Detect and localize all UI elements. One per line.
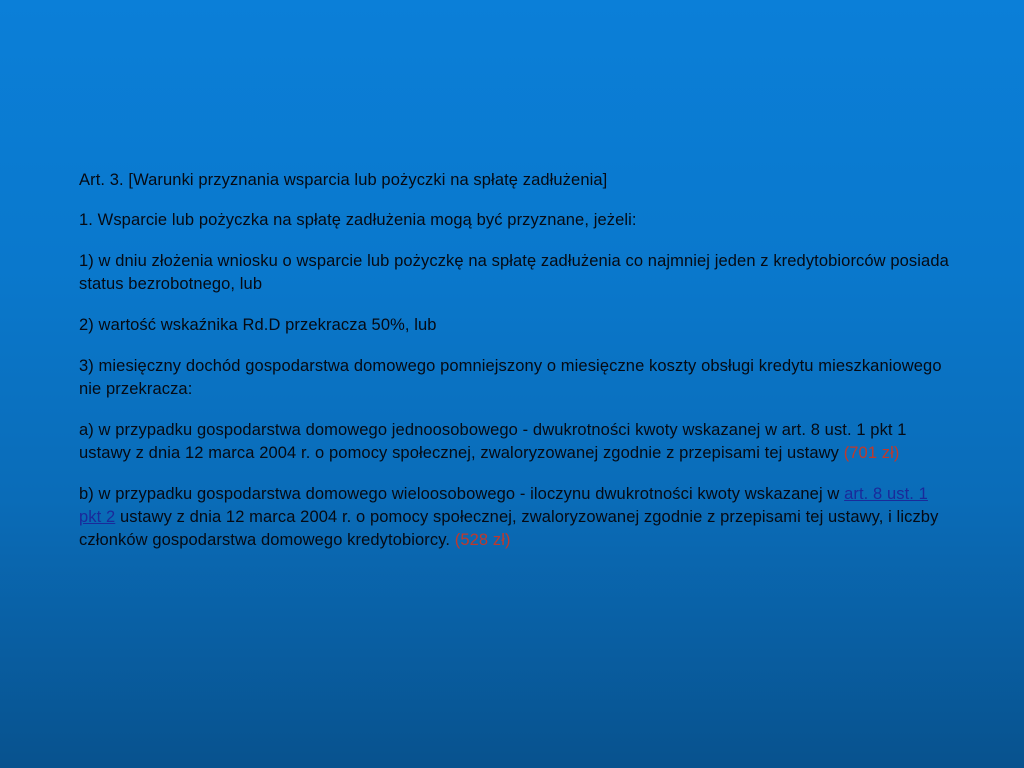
article-content [79,169,949,570]
condition-3b-text-before: b) w przypadku gospodarstwa domowego wieloosobowego - iloczynu dwukrotności kwoty wskazanej w [79,485,845,503]
law-reference-link[interactable]: art. 8 ust. 1 pkt 2 [79,485,928,526]
paragraph-1: 1. Wsparcie lub pożyczka na spłatę zadłużenia mogą być przyznane, jeżeli: [79,211,637,229]
amount-badge-single: (701 zł) [843,444,900,462]
condition-3b-text-after: ustawy z dnia 12 marca 2004 r. o pomocy społecznej, zwaloryzowanej zgodnie z przepisami tej ustawy, i liczby członków gospodarstwa domowego kredytobiorcy. [79,508,939,549]
condition-3: 3) miesięczny dochód gospodarstwa domowego pomniejszony o miesięczne koszty obsługi kredytu mieszkaniowego nie przekracza: [79,357,942,398]
condition-3a-text: a) w przypadku gospodarstwa domowego jednoosobowego - dwukrotności kwoty wskazanej w art. 8 ust. 1 pkt 1 ustawy z dnia 12 marca 2004 r. o pomocy społecznej, zwaloryzowanej zgodnie z przepisami tej ustawy [79,421,907,462]
condition-2: 2) wartość wskaźnika Rd.D przekracza 50%, lub [79,316,437,334]
condition-3a [79,419,949,465]
condition-3b [79,483,949,552]
amount-badge-multi: (528 zł) [454,531,511,549]
article-heading: Art. 3. [Warunki przyznania wsparcia lub pożyczki na spłatę zadłużenia] [79,171,608,189]
condition-1: 1) w dniu złożenia wniosku o wsparcie lub pożyczkę na spłatę zadłużenia co najmniej jeden z kredytobiorców posiada status bezrobotnego, lub [79,252,949,293]
